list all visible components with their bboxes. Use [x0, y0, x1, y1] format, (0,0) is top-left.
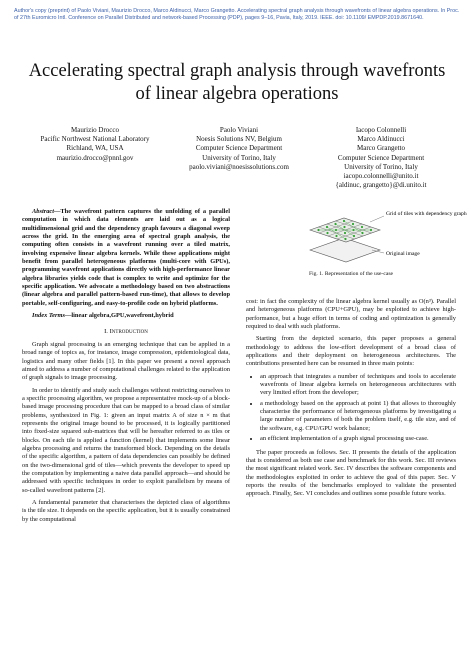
- list-item: • a methodology based on the approach at point 1) that allows to thoroughly characterise the performance of heterogeneous platforms by investigating a large number of parameters of both the problem itself, e.g. tile size, and of the software, e.g. CPU/GPU work balance;: [260, 400, 456, 433]
- author-affiliation: Pacific Northwest National Laboratory: [40, 135, 150, 144]
- author-location: Richland, WA, USA: [66, 144, 124, 153]
- grid-label: Grid of tiles with dependency graph: [386, 211, 467, 217]
- author-email: paolo.viviani@noesissolutions.com: [189, 162, 289, 171]
- abstract-label: Abstract: [32, 208, 55, 215]
- paper-title: Accelerating spectral graph analysis through wavefronts of linear algebra operations: [28, 61, 446, 104]
- figure-caption: Fig. 1. Representation of the use-case: [308, 271, 394, 277]
- paragraph: Starting from the depicted scenario, this paper proposes a general methodology to address the low-effort development of a broad class of applications and their deployment on heterogeneous architectures. The contributions presented here can be resumed in three main points:: [246, 335, 456, 368]
- section-heading: I. Introduction: [104, 328, 148, 336]
- author-email: {aldinuc, grangetto}@di.unito.it: [335, 181, 427, 190]
- figure-use-case: [300, 208, 467, 268]
- contribution-list: [246, 373, 456, 444]
- paragraph: The paper proceeds as follows. Sec. II presents the details of the application that is considered as both use case and benchmark for this work. Sec. III reviews the most significant related work. Sec. IV describes the software components and the methodologies exploited in order to achieve the goal of this paper. Sec. V reports the results of the benchmarks employed to validate the presented approach. Finally, Sec. VI concludes and outlines some possible future works.: [246, 448, 456, 498]
- author-department: Computer Science Department: [337, 153, 425, 162]
- paragraph: Graph signal processing is an emerging technique that can be applied in a broad range of topics as, for instance, image compression, epidemiological data, logistics and many other fields [1]. In this paper we present a novel approach aimed to address a number of computational challenges related to the application of graph signals to image processing.: [22, 340, 230, 382]
- author-email: iacopo.colonnelli@unito.it: [343, 172, 419, 181]
- author-name: Iacopo Colonnelli: [355, 126, 407, 134]
- author-block-2: [172, 126, 306, 172]
- author-university: University of Torino, Italy: [202, 153, 276, 162]
- author-name: Marco Aldinucci: [357, 135, 405, 144]
- author-name: Maurizio Drocco: [70, 126, 119, 134]
- paragraph: A fundamental parameter that characterises the depicted class of algorithms is the tile size. It depends on the specific application, but it is usually constrained by the computational: [22, 499, 230, 523]
- left-column: [22, 208, 230, 528]
- index-terms-label: Index Terms: [32, 312, 65, 320]
- copyright-notice: Author's copy (preprint) of Paolo Viviani, Maurizio Drocco, Marco Aldinucci, Marco Grangetto. Accelerating spectral graph analysis through wavefronts of linear algebra operations. In Proc. of 27th Euromicro Intl. Conference on Parallel Distributed and network-based Processing (PDP), pages 9–16, Pavia, Italy, 2019. IEEE. doi: 10.1109/ EMPDP.2019.8671640.: [14, 8, 460, 22]
- right-column: [246, 298, 456, 503]
- list-item: • an efficient implementation of a graph signal processing use-case.: [260, 435, 456, 443]
- index-terms-text: —linear algebra,GPU,wavefront,hybrid: [64, 312, 174, 320]
- paragraph: cost: in fact the complexity of the linear algebra kernel usually as O(n³). Parallel and heterogeneous platforms (CPU+GPU), may be exploited to achieve high-performance, but a huge effort in terms of coding and optimization is generally required to deal with such platforms.: [246, 298, 456, 331]
- author-name: Marco Grangetto: [356, 144, 405, 153]
- image-label: Original image: [386, 251, 420, 257]
- author-email: maurizio.drocco@pnnl.gov: [56, 153, 134, 162]
- author-name: Paolo Viviani: [219, 126, 259, 134]
- list-item: • an approach that integrates a number of techniques and tools to accelerate wavefronts of linear algebra kernels on heterogeneous architectures with very limited effort from the developer;: [260, 373, 456, 398]
- index-terms: [22, 312, 230, 320]
- abstract-text: —The wavefront pattern captures the unfolding of a parallel computation in which data elements are laid out as a logical multidimensional grid and the dependency graph favours a diagonal sweep across the grid. In the emerging area of spectral graph analysis, the computing often consists in a wavefront running over a tiled matrix, involving expensive linear algebra kernels. While these applications might benefit from parallel heterogeneous platforms (multi-core with GPUs), programming wavefront applications directly with high-performance linear algebra libraries yields code that is complex to write and optimize for the specific application. We advocate a methodology based on two abstractions (linear algebra and parallel pattern-based run-time), that allows to develop portable, self-configuring, and easy-to-profile code on hybrid platforms.: [22, 208, 230, 307]
- author-university: University of Torino, Italy: [344, 162, 418, 171]
- author-block-3: [306, 126, 456, 190]
- abstract: [22, 208, 230, 308]
- author-block-1: [22, 126, 168, 163]
- author-affiliation: Noesis Solutions NV, Belgium: [196, 135, 282, 144]
- paragraph: In order to identify and study such challenges without restricting ourselves to a specific processing algorithm, we propose a representative mock-up of a block-based image processing procedure that can be mapped to a broad class of similar problems, synthesized in Fig. 1: given an input matrix A of size n × m that represents the original image bound to be processed, it is logically partitioned into fixed-size squared sub-matrices that will be hereafter referred to as tiles or blocks. On each tile is applied a function (kernel) that implements some linear algebra processing and returns the transformed block. Depending on the details of the specific algorithm, a pattern of data dependencies can possibly be defined on the two-dimensional grid of tiles—which prevents the developer to speed up the computation by implementing a naive data parallel approach—and should be addressed with specific techniques in order to exploit parallelism by means of so-called wavefront patterns [2].: [22, 386, 230, 494]
- author-department: Computer Science Department: [195, 144, 283, 153]
